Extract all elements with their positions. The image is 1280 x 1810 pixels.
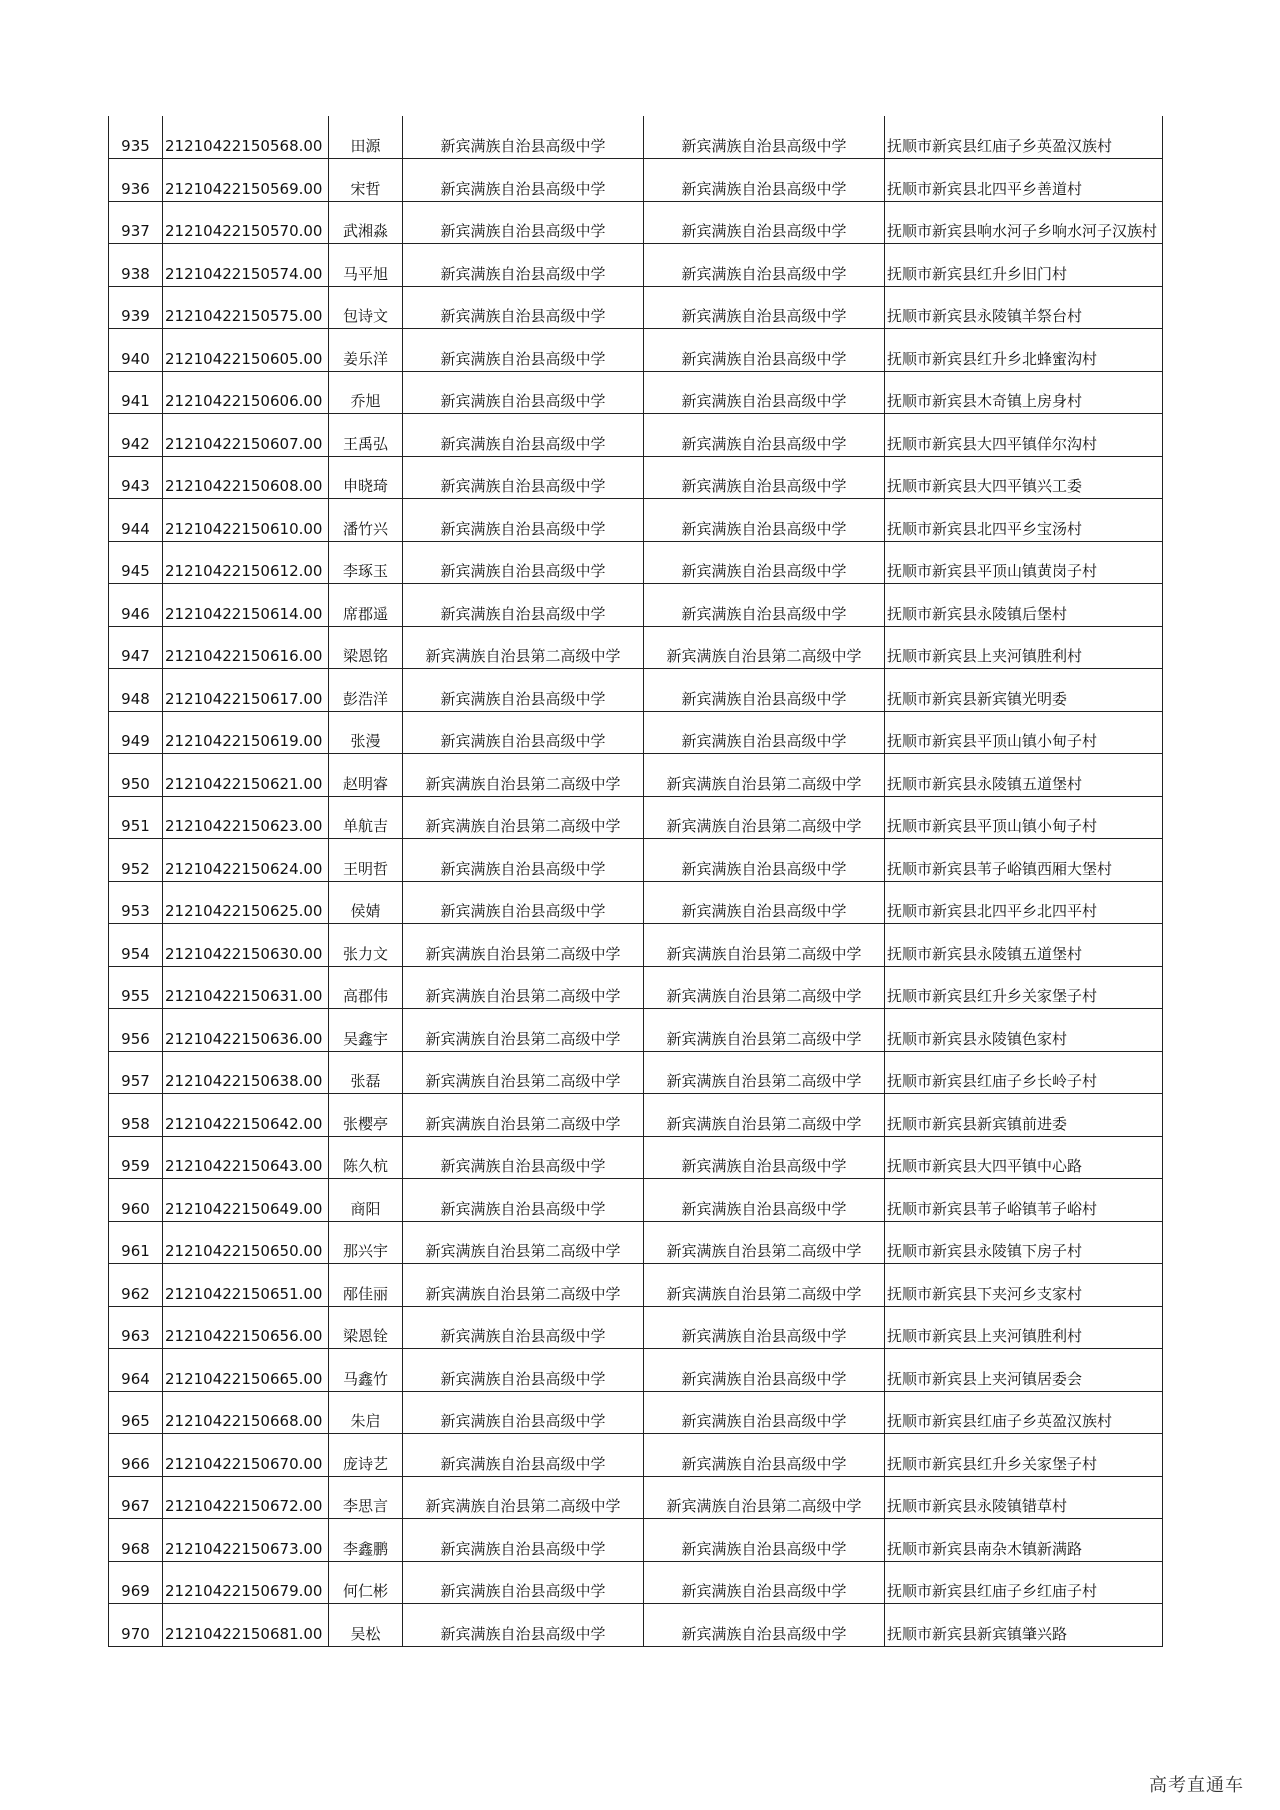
school-name-cell: 新宾满族自治县高级中学 — [403, 201, 644, 244]
row-number-cell: 960 — [109, 1179, 163, 1222]
exam-id-cell: 21210422150642.00 — [163, 1094, 329, 1137]
exam-id-cell: 21210422150569.00 — [163, 159, 329, 202]
exam-id-cell: 21210422150643.00 — [163, 1136, 329, 1179]
row-number-cell: 952 — [109, 839, 163, 882]
roster-table — [108, 116, 1163, 1647]
home-address-cell: 抚顺市新宾县永陵镇羊祭台村 — [885, 286, 1163, 329]
student-name-cell: 侯婧 — [329, 881, 403, 924]
school-name-cell: 新宾满族自治县第二高级中学 — [403, 1221, 644, 1264]
exam-id-cell: 21210422150608.00 — [163, 456, 329, 499]
student-name-cell: 高郡伟 — [329, 966, 403, 1009]
table-row — [109, 1051, 1163, 1094]
graduation-school-cell: 新宾满族自治县高级中学 — [644, 1434, 885, 1477]
row-number-cell: 951 — [109, 796, 163, 839]
graduation-school-cell: 新宾满族自治县高级中学 — [644, 1561, 885, 1604]
row-number-cell: 950 — [109, 754, 163, 797]
student-name-cell: 王禹弘 — [329, 414, 403, 457]
home-address-cell: 抚顺市新宾县红庙子乡红庙子村 — [885, 1561, 1163, 1604]
row-number-cell: 946 — [109, 584, 163, 627]
exam-id-cell: 21210422150624.00 — [163, 839, 329, 882]
school-name-cell: 新宾满族自治县高级中学 — [403, 1519, 644, 1562]
school-name-cell: 新宾满族自治县第二高级中学 — [403, 754, 644, 797]
row-number-cell: 958 — [109, 1094, 163, 1137]
row-number-cell: 962 — [109, 1264, 163, 1307]
graduation-school-cell: 新宾满族自治县高级中学 — [644, 541, 885, 584]
exam-id-cell: 21210422150656.00 — [163, 1306, 329, 1349]
school-name-cell: 新宾满族自治县高级中学 — [403, 541, 644, 584]
graduation-school-cell: 新宾满族自治县高级中学 — [644, 881, 885, 924]
table-row — [109, 1476, 1163, 1519]
exam-id-cell: 21210422150672.00 — [163, 1476, 329, 1519]
row-number-cell: 954 — [109, 924, 163, 967]
home-address-cell: 抚顺市新宾县红升乡北蜂蜜沟村 — [885, 329, 1163, 372]
graduation-school-cell: 新宾满族自治县高级中学 — [644, 159, 885, 202]
home-address-cell: 抚顺市新宾县响水河子乡响水河子汉族村 — [885, 201, 1163, 244]
table-row — [109, 796, 1163, 839]
exam-id-cell: 21210422150575.00 — [163, 286, 329, 329]
exam-id-cell: 21210422150650.00 — [163, 1221, 329, 1264]
school-name-cell: 新宾满族自治县高级中学 — [403, 116, 644, 159]
graduation-school-cell: 新宾满族自治县第二高级中学 — [644, 1221, 885, 1264]
row-number-cell: 941 — [109, 371, 163, 414]
student-name-cell: 潘竹兴 — [329, 499, 403, 542]
table-row — [109, 159, 1163, 202]
school-name-cell: 新宾满族自治县高级中学 — [403, 1391, 644, 1434]
home-address-cell: 抚顺市新宾县下夹河乡支家村 — [885, 1264, 1163, 1307]
row-number-cell: 956 — [109, 1009, 163, 1052]
school-name-cell: 新宾满族自治县高级中学 — [403, 456, 644, 499]
graduation-school-cell: 新宾满族自治县第二高级中学 — [644, 1051, 885, 1094]
exam-id-cell: 21210422150638.00 — [163, 1051, 329, 1094]
student-name-cell: 梁恩铨 — [329, 1306, 403, 1349]
row-number-cell: 947 — [109, 626, 163, 669]
school-name-cell: 新宾满族自治县高级中学 — [403, 1179, 644, 1222]
home-address-cell: 抚顺市新宾县苇子峪镇西厢大堡村 — [885, 839, 1163, 882]
graduation-school-cell: 新宾满族自治县第二高级中学 — [644, 966, 885, 1009]
school-name-cell: 新宾满族自治县高级中学 — [403, 1136, 644, 1179]
home-address-cell: 抚顺市新宾县北四平乡北四平村 — [885, 881, 1163, 924]
row-number-cell: 945 — [109, 541, 163, 584]
graduation-school-cell: 新宾满族自治县高级中学 — [644, 201, 885, 244]
home-address-cell: 抚顺市新宾县大四平镇兴工委 — [885, 456, 1163, 499]
exam-id-cell: 21210422150621.00 — [163, 754, 329, 797]
row-number-cell: 955 — [109, 966, 163, 1009]
table-row — [109, 924, 1163, 967]
home-address-cell: 抚顺市新宾县平顶山镇黄岗子村 — [885, 541, 1163, 584]
graduation-school-cell: 新宾满族自治县高级中学 — [644, 244, 885, 287]
exam-id-cell: 21210422150570.00 — [163, 201, 329, 244]
table-row — [109, 626, 1163, 669]
exam-id-cell: 21210422150617.00 — [163, 669, 329, 712]
graduation-school-cell: 新宾满族自治县高级中学 — [644, 1136, 885, 1179]
row-number-cell: 936 — [109, 159, 163, 202]
school-name-cell: 新宾满族自治县高级中学 — [403, 881, 644, 924]
school-name-cell: 新宾满族自治县高级中学 — [403, 584, 644, 627]
school-name-cell: 新宾满族自治县高级中学 — [403, 839, 644, 882]
table-row — [109, 1136, 1163, 1179]
graduation-school-cell: 新宾满族自治县第二高级中学 — [644, 626, 885, 669]
graduation-school-cell: 新宾满族自治县第二高级中学 — [644, 1476, 885, 1519]
table-row — [109, 371, 1163, 414]
graduation-school-cell: 新宾满族自治县高级中学 — [644, 499, 885, 542]
home-address-cell: 抚顺市新宾县红庙子乡长岭子村 — [885, 1051, 1163, 1094]
student-name-cell: 庞诗艺 — [329, 1434, 403, 1477]
graduation-school-cell: 新宾满族自治县高级中学 — [644, 669, 885, 712]
row-number-cell: 968 — [109, 1519, 163, 1562]
student-name-cell: 包诗文 — [329, 286, 403, 329]
student-name-cell: 李琢玉 — [329, 541, 403, 584]
row-number-cell: 940 — [109, 329, 163, 372]
home-address-cell: 抚顺市新宾县新宾镇肇兴路 — [885, 1604, 1163, 1647]
student-name-cell: 邴佳丽 — [329, 1264, 403, 1307]
graduation-school-cell: 新宾满族自治县高级中学 — [644, 329, 885, 372]
home-address-cell: 抚顺市新宾县大四平镇佯尔沟村 — [885, 414, 1163, 457]
row-number-cell: 938 — [109, 244, 163, 287]
table-row — [109, 1391, 1163, 1434]
home-address-cell: 抚顺市新宾县平顶山镇小甸子村 — [885, 796, 1163, 839]
row-number-cell: 966 — [109, 1434, 163, 1477]
school-name-cell: 新宾满族自治县第二高级中学 — [403, 1264, 644, 1307]
home-address-cell: 抚顺市新宾县新宾镇前进委 — [885, 1094, 1163, 1137]
student-name-cell: 商阳 — [329, 1179, 403, 1222]
watermark-text: 高考直通车 — [1149, 1775, 1244, 1796]
school-name-cell: 新宾满族自治县第二高级中学 — [403, 1051, 644, 1094]
home-address-cell: 抚顺市新宾县平顶山镇小甸子村 — [885, 711, 1163, 754]
exam-id-cell: 21210422150630.00 — [163, 924, 329, 967]
graduation-school-cell: 新宾满族自治县高级中学 — [644, 839, 885, 882]
home-address-cell: 抚顺市新宾县木奇镇上房身村 — [885, 371, 1163, 414]
exam-id-cell: 21210422150668.00 — [163, 1391, 329, 1434]
row-number-cell: 959 — [109, 1136, 163, 1179]
home-address-cell: 抚顺市新宾县红升乡关家堡子村 — [885, 1434, 1163, 1477]
exam-id-cell: 21210422150623.00 — [163, 796, 329, 839]
student-name-cell: 宋哲 — [329, 159, 403, 202]
graduation-school-cell: 新宾满族自治县第二高级中学 — [644, 1264, 885, 1307]
exam-id-cell: 21210422150606.00 — [163, 371, 329, 414]
table-row — [109, 1306, 1163, 1349]
school-name-cell: 新宾满族自治县第二高级中学 — [403, 1094, 644, 1137]
row-number-cell: 937 — [109, 201, 163, 244]
table-row — [109, 1434, 1163, 1477]
exam-id-cell: 21210422150649.00 — [163, 1179, 329, 1222]
school-name-cell: 新宾满族自治县高级中学 — [403, 499, 644, 542]
exam-id-cell: 21210422150607.00 — [163, 414, 329, 457]
row-number-cell: 957 — [109, 1051, 163, 1094]
home-address-cell: 抚顺市新宾县永陵镇色家村 — [885, 1009, 1163, 1052]
table-row — [109, 286, 1163, 329]
student-name-cell: 马鑫竹 — [329, 1349, 403, 1392]
table-row — [109, 754, 1163, 797]
home-address-cell: 抚顺市新宾县红庙子乡英盈汉族村 — [885, 116, 1163, 159]
exam-id-cell: 21210422150614.00 — [163, 584, 329, 627]
school-name-cell: 新宾满族自治县高级中学 — [403, 1306, 644, 1349]
exam-id-cell: 21210422150605.00 — [163, 329, 329, 372]
home-address-cell: 抚顺市新宾县新宾镇光明委 — [885, 669, 1163, 712]
table-row — [109, 1349, 1163, 1392]
roster-table-body — [109, 116, 1163, 1646]
school-name-cell: 新宾满族自治县高级中学 — [403, 286, 644, 329]
table-row — [109, 456, 1163, 499]
table-row — [109, 1221, 1163, 1264]
home-address-cell: 抚顺市新宾县北四平乡善道村 — [885, 159, 1163, 202]
home-address-cell: 抚顺市新宾县红庙子乡英盈汉族村 — [885, 1391, 1163, 1434]
exam-id-cell: 21210422150568.00 — [163, 116, 329, 159]
table-row — [109, 201, 1163, 244]
exam-id-cell: 21210422150574.00 — [163, 244, 329, 287]
row-number-cell: 967 — [109, 1476, 163, 1519]
school-name-cell: 新宾满族自治县高级中学 — [403, 159, 644, 202]
table-row — [109, 711, 1163, 754]
school-name-cell: 新宾满族自治县高级中学 — [403, 1349, 644, 1392]
exam-id-cell: 21210422150625.00 — [163, 881, 329, 924]
table-row — [109, 414, 1163, 457]
row-number-cell: 949 — [109, 711, 163, 754]
row-number-cell: 942 — [109, 414, 163, 457]
table-row — [109, 966, 1163, 1009]
school-name-cell: 新宾满族自治县第二高级中学 — [403, 1009, 644, 1052]
home-address-cell: 抚顺市新宾县大四平镇中心路 — [885, 1136, 1163, 1179]
row-number-cell: 961 — [109, 1221, 163, 1264]
home-address-cell: 抚顺市新宾县永陵镇错草村 — [885, 1476, 1163, 1519]
student-name-cell: 马平旭 — [329, 244, 403, 287]
row-number-cell: 948 — [109, 669, 163, 712]
row-number-cell: 969 — [109, 1561, 163, 1604]
row-number-cell: 935 — [109, 116, 163, 159]
student-name-cell: 田源 — [329, 116, 403, 159]
table-row — [109, 1009, 1163, 1052]
home-address-cell: 抚顺市新宾县苇子峪镇苇子峪村 — [885, 1179, 1163, 1222]
school-name-cell: 新宾满族自治县高级中学 — [403, 1434, 644, 1477]
exam-id-cell: 21210422150651.00 — [163, 1264, 329, 1307]
home-address-cell: 抚顺市新宾县上夹河镇居委会 — [885, 1349, 1163, 1392]
graduation-school-cell: 新宾满族自治县第二高级中学 — [644, 1009, 885, 1052]
table-row — [109, 669, 1163, 712]
student-name-cell: 吴松 — [329, 1604, 403, 1647]
graduation-school-cell: 新宾满族自治县高级中学 — [644, 1306, 885, 1349]
table-row — [109, 1604, 1163, 1647]
graduation-school-cell: 新宾满族自治县第二高级中学 — [644, 754, 885, 797]
table-row — [109, 1264, 1163, 1307]
student-name-cell: 张樱亭 — [329, 1094, 403, 1137]
home-address-cell: 抚顺市新宾县永陵镇后堡村 — [885, 584, 1163, 627]
student-name-cell: 陈久杭 — [329, 1136, 403, 1179]
home-address-cell: 抚顺市新宾县红升乡关家堡子村 — [885, 966, 1163, 1009]
table-row — [109, 244, 1163, 287]
exam-id-cell: 21210422150610.00 — [163, 499, 329, 542]
student-name-cell: 李鑫鹏 — [329, 1519, 403, 1562]
table-row — [109, 1561, 1163, 1604]
school-name-cell: 新宾满族自治县高级中学 — [403, 414, 644, 457]
student-name-cell: 单航吉 — [329, 796, 403, 839]
graduation-school-cell: 新宾满族自治县高级中学 — [644, 414, 885, 457]
graduation-school-cell: 新宾满族自治县第二高级中学 — [644, 924, 885, 967]
table-row — [109, 541, 1163, 584]
school-name-cell: 新宾满族自治县第二高级中学 — [403, 966, 644, 1009]
graduation-school-cell: 新宾满族自治县高级中学 — [644, 1519, 885, 1562]
exam-id-cell: 21210422150681.00 — [163, 1604, 329, 1647]
table-row — [109, 1094, 1163, 1137]
exam-id-cell: 21210422150673.00 — [163, 1519, 329, 1562]
exam-id-cell: 21210422150616.00 — [163, 626, 329, 669]
table-row — [109, 1519, 1163, 1562]
row-number-cell: 970 — [109, 1604, 163, 1647]
home-address-cell: 抚顺市新宾县永陵镇五道堡村 — [885, 924, 1163, 967]
school-name-cell: 新宾满族自治县高级中学 — [403, 244, 644, 287]
graduation-school-cell: 新宾满族自治县第二高级中学 — [644, 1094, 885, 1137]
school-name-cell: 新宾满族自治县第二高级中学 — [403, 626, 644, 669]
home-address-cell: 抚顺市新宾县红升乡旧门村 — [885, 244, 1163, 287]
student-name-cell: 张漫 — [329, 711, 403, 754]
student-name-cell: 席郡遥 — [329, 584, 403, 627]
graduation-school-cell: 新宾满族自治县高级中学 — [644, 1349, 885, 1392]
student-name-cell: 张力文 — [329, 924, 403, 967]
school-name-cell: 新宾满族自治县第二高级中学 — [403, 924, 644, 967]
table-row — [109, 116, 1163, 159]
school-name-cell: 新宾满族自治县第二高级中学 — [403, 1476, 644, 1519]
exam-id-cell: 21210422150665.00 — [163, 1349, 329, 1392]
table-row — [109, 584, 1163, 627]
graduation-school-cell: 新宾满族自治县高级中学 — [644, 456, 885, 499]
student-name-cell: 李思言 — [329, 1476, 403, 1519]
table-row — [109, 839, 1163, 882]
student-name-cell: 那兴宇 — [329, 1221, 403, 1264]
student-name-cell: 武湘淼 — [329, 201, 403, 244]
school-name-cell: 新宾满族自治县高级中学 — [403, 711, 644, 754]
student-name-cell: 梁恩铭 — [329, 626, 403, 669]
school-name-cell: 新宾满族自治县高级中学 — [403, 329, 644, 372]
student-name-cell: 王明哲 — [329, 839, 403, 882]
graduation-school-cell: 新宾满族自治县高级中学 — [644, 116, 885, 159]
row-number-cell: 964 — [109, 1349, 163, 1392]
exam-id-cell: 21210422150612.00 — [163, 541, 329, 584]
home-address-cell: 抚顺市新宾县南杂木镇新满路 — [885, 1519, 1163, 1562]
student-name-cell: 张磊 — [329, 1051, 403, 1094]
exam-id-cell: 21210422150631.00 — [163, 966, 329, 1009]
row-number-cell: 965 — [109, 1391, 163, 1434]
graduation-school-cell: 新宾满族自治县高级中学 — [644, 1179, 885, 1222]
exam-id-cell: 21210422150636.00 — [163, 1009, 329, 1052]
student-name-cell: 吴鑫宇 — [329, 1009, 403, 1052]
row-number-cell: 943 — [109, 456, 163, 499]
exam-id-cell: 21210422150619.00 — [163, 711, 329, 754]
student-name-cell: 彭浩洋 — [329, 669, 403, 712]
row-number-cell: 944 — [109, 499, 163, 542]
table-row — [109, 329, 1163, 372]
home-address-cell: 抚顺市新宾县永陵镇五道堡村 — [885, 754, 1163, 797]
school-name-cell: 新宾满族自治县高级中学 — [403, 1561, 644, 1604]
graduation-school-cell: 新宾满族自治县高级中学 — [644, 286, 885, 329]
table-row — [109, 499, 1163, 542]
table-row — [109, 881, 1163, 924]
student-name-cell: 乔旭 — [329, 371, 403, 414]
table-row — [109, 1179, 1163, 1222]
school-name-cell: 新宾满族自治县高级中学 — [403, 1604, 644, 1647]
home-address-cell: 抚顺市新宾县上夹河镇胜利村 — [885, 1306, 1163, 1349]
row-number-cell: 953 — [109, 881, 163, 924]
graduation-school-cell: 新宾满族自治县高级中学 — [644, 371, 885, 414]
graduation-school-cell: 新宾满族自治县第二高级中学 — [644, 796, 885, 839]
home-address-cell: 抚顺市新宾县永陵镇下房子村 — [885, 1221, 1163, 1264]
home-address-cell: 抚顺市新宾县北四平乡宝汤村 — [885, 499, 1163, 542]
student-name-cell: 赵明睿 — [329, 754, 403, 797]
student-name-cell: 姜乐洋 — [329, 329, 403, 372]
student-name-cell: 朱启 — [329, 1391, 403, 1434]
home-address-cell: 抚顺市新宾县上夹河镇胜利村 — [885, 626, 1163, 669]
school-name-cell: 新宾满族自治县第二高级中学 — [403, 796, 644, 839]
row-number-cell: 939 — [109, 286, 163, 329]
school-name-cell: 新宾满族自治县高级中学 — [403, 669, 644, 712]
student-name-cell: 申晓琦 — [329, 456, 403, 499]
graduation-school-cell: 新宾满族自治县高级中学 — [644, 1604, 885, 1647]
school-name-cell: 新宾满族自治县高级中学 — [403, 371, 644, 414]
student-name-cell: 何仁彬 — [329, 1561, 403, 1604]
row-number-cell: 963 — [109, 1306, 163, 1349]
graduation-school-cell: 新宾满族自治县高级中学 — [644, 711, 885, 754]
exam-id-cell: 21210422150670.00 — [163, 1434, 329, 1477]
graduation-school-cell: 新宾满族自治县高级中学 — [644, 584, 885, 627]
graduation-school-cell: 新宾满族自治县高级中学 — [644, 1391, 885, 1434]
exam-id-cell: 21210422150679.00 — [163, 1561, 329, 1604]
